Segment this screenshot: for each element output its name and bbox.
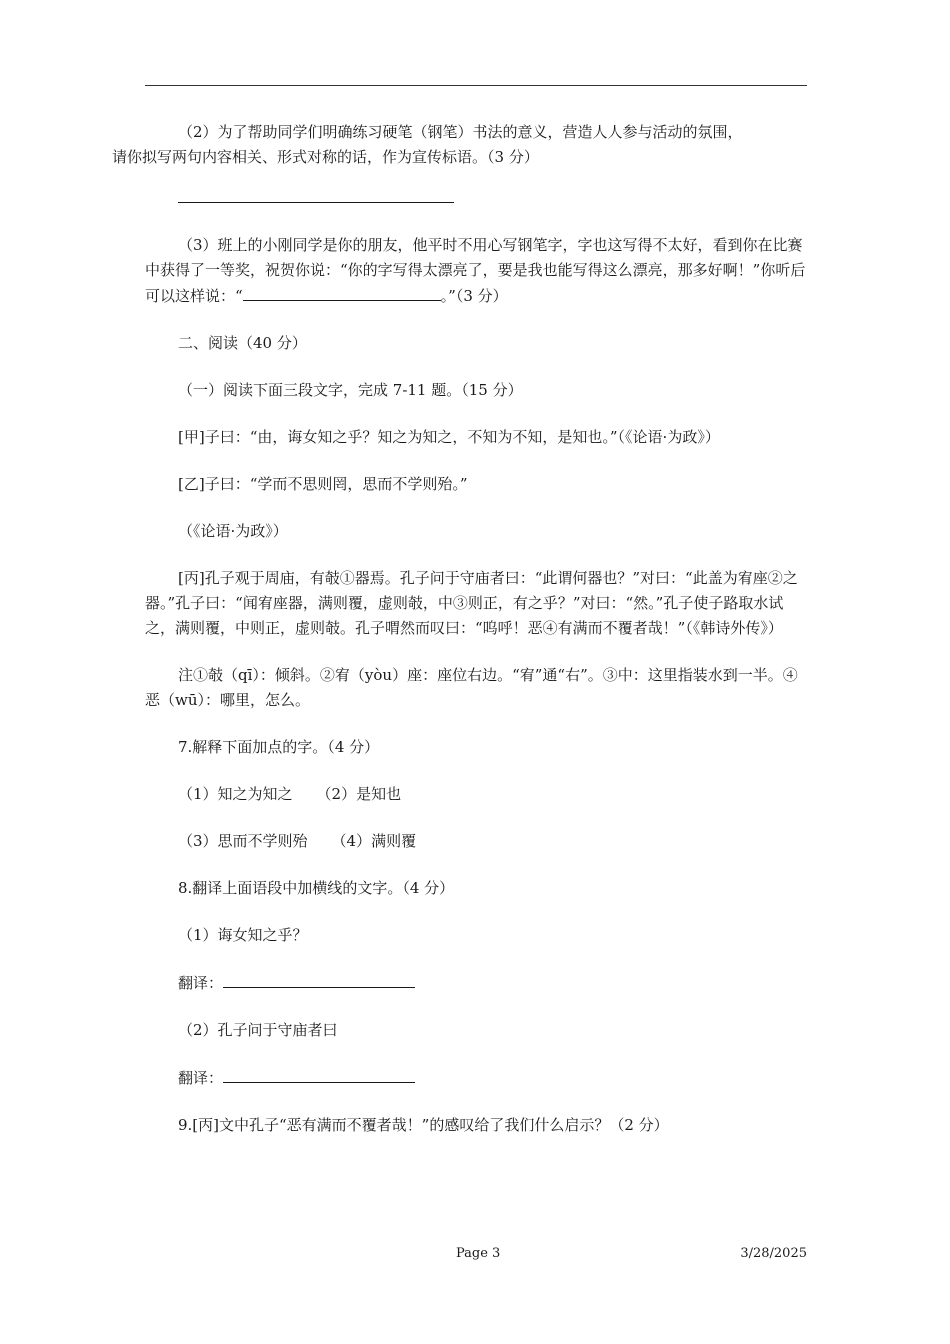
question-7-item3: （3）思而不学则殆 [178,832,308,850]
annotation-note: 注①攲（qī）：倾斜。②宥（yòu）座：座位右边。“宥”通“右”。③中：这里指装水到一半。④恶（wū）：哪里，怎么。 [145,666,798,709]
question-8-item1: （1）诲女知之乎？ [178,926,308,944]
translate-label: 翻译： [178,1069,224,1087]
translate-label: 翻译： [178,974,224,992]
question-6-3-tail: 。”（3 分） [440,287,508,305]
translate-blank-1[interactable] [223,970,415,988]
question-8-translate-row2 [145,1065,807,1091]
question-6-2 [112,120,807,170]
question-8-stem: 8.翻译上面语段中加横线的文字。（4 分） [178,879,455,897]
section-reading-heading: 二、阅读（40 分） [178,334,307,352]
part-one-heading: （一）阅读下面三段文字，完成 7-11 题。（15 分） [178,381,523,399]
question-6-2-line1: （2）为了帮助同学们明确练习硬笔（钢笔）书法的意义，营造人人参与活动的氛围， [178,123,743,141]
question-7-item4: （4）满则覆 [331,832,417,850]
passage-yi-source: （《论语·为政》） [178,522,288,540]
question-6-2-line2: 请你拟写两句内容相关、形式对称的话，作为宣传标语。（3 分） [112,148,539,166]
translate-blank-2[interactable] [223,1065,415,1083]
question-7-item1: （1）知之为知之 [178,785,293,803]
page-footer [0,1246,950,1268]
passage-jia: [甲]子曰：“由，诲女知之乎？知之为知之，不知为不知，是知也。”（《论语·为政》） [178,428,720,446]
answer-blank-reply[interactable] [243,283,441,301]
answer-line-slogan[interactable] [178,202,454,203]
page-content [112,120,807,1160]
question-6-3 [145,233,807,309]
passage-bing: [丙]孔子观于周庙，有攲①器焉。孔子问于守庙者曰：“此谓何器也？”对曰：“此盖为宥座②之器。”孔子曰：“闻宥座器，满则覆，虚则攲，中③则正，有之乎？”对曰：“然。”孔子使子路取水试之，满则覆，中则正，虚则攲。孔子喟然而叹曰：“呜呼！恶④有满而不覆者哉！”（《韩诗外传》） [145,569,798,637]
question-7-row2 [145,829,807,854]
question-7-item2: （2）是知也 [316,785,402,803]
page-number: Page 3 [456,1246,501,1261]
question-7-row1 [145,782,807,807]
question-9: 9.[丙]文中孔子“恶有满而不覆者哉！”的感叹给了我们什么启示？（2 分） [178,1116,669,1134]
question-8-item2: （2）孔子问于守庙者曰 [178,1021,338,1039]
question-8-translate-row1 [145,970,807,996]
question-7-stem: 7.解释下面加点的字。（4 分） [178,738,380,756]
question-6-3-text: （3）班上的小刚同学是你的朋友，他平时不用心写钢笔字，字也这写得不太好，看到你在比赛中获得了一等奖，祝贺你说：“你的字写得太漂亮了，要是我也能写得这么漂亮，那多好啊！”你听后可以这样说：“ [145,236,806,305]
header-rule [145,85,807,86]
footer-date: 3/28/2025 [740,1246,807,1261]
passage-yi: [乙]子曰：“学而不思则罔，思而不学则殆。” [178,475,468,493]
